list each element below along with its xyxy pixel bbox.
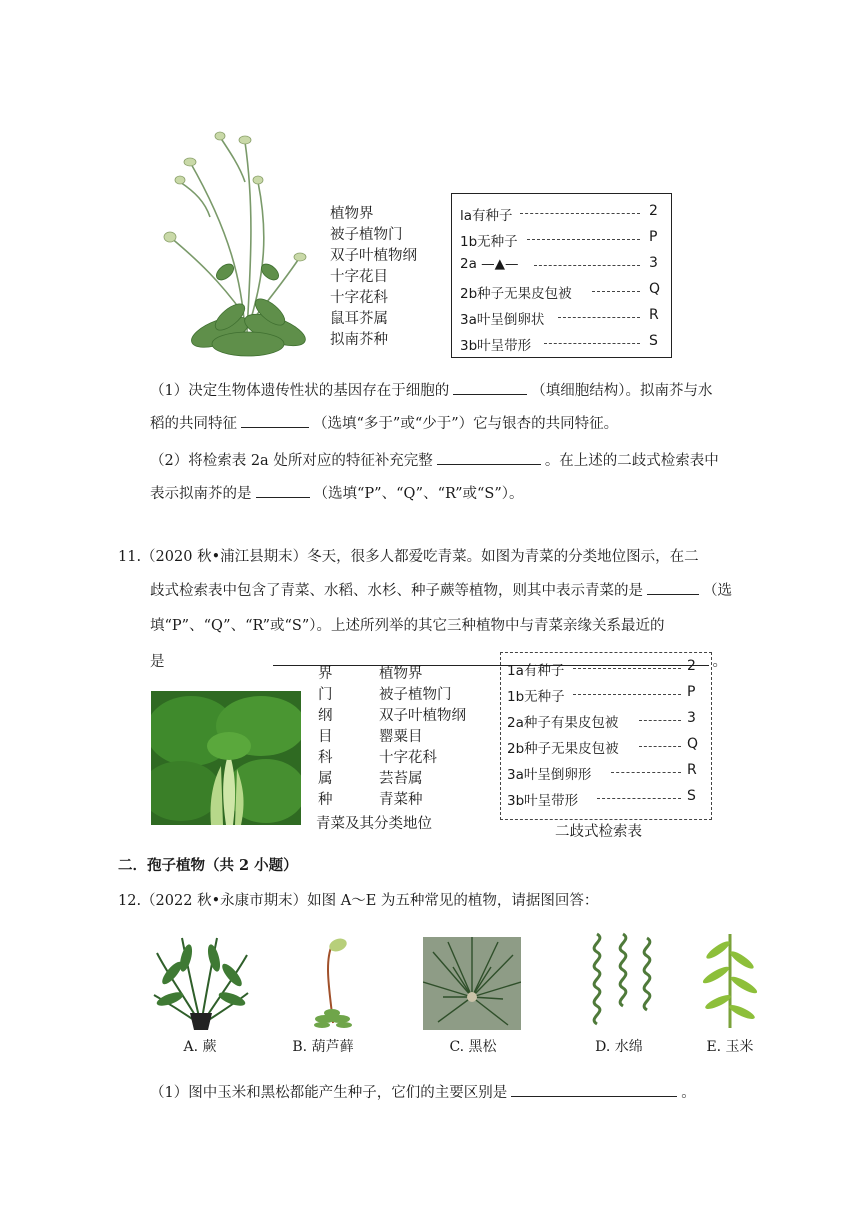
image-caption: B. 葫芦藓 — [292, 1039, 354, 1055]
key-label: 3b叶呈带形 — [460, 338, 532, 354]
taxonomy-item: 十字花科 — [330, 290, 388, 306]
answer-blank[interactable] — [437, 450, 541, 465]
image-caption: D. 水绵 — [595, 1039, 643, 1055]
rank-name: 十字花科 — [379, 750, 437, 766]
text: （选填“P”、“Q”、“R”或“S”）。 — [313, 486, 524, 502]
key-result: P — [649, 229, 658, 245]
figure-caption: 青菜及其分类地位 — [316, 816, 432, 832]
bok-choy-photo — [151, 691, 301, 825]
key-label: 2b种子无果皮包被 — [507, 741, 619, 757]
q11-line3: 填“P”、“Q”、“R”或“S”）。上述所列举的其它三种植物中与青菜亲缘关系最近的 — [150, 618, 665, 634]
rank-label: 界 — [318, 666, 333, 682]
text: 。 — [681, 1085, 696, 1101]
answer-blank[interactable] — [453, 380, 527, 395]
rank-name: 青菜种 — [379, 792, 423, 808]
taxonomy-item: 十字花目 — [330, 269, 388, 285]
key-leader — [544, 343, 640, 344]
taxonomy-list — [330, 204, 417, 351]
image-caption: C. 黑松 — [449, 1039, 497, 1055]
q12-sub1 — [150, 1082, 696, 1103]
key-result: Q — [649, 281, 661, 297]
key-result: P — [687, 684, 696, 700]
answer-blank[interactable] — [511, 1082, 677, 1097]
key-leader — [527, 239, 640, 240]
section-heading: 二．孢子植物（共 2 小题） — [118, 857, 298, 874]
rank-label: 科 — [318, 750, 333, 766]
rank-name: 被子植物门 — [379, 687, 452, 703]
dichotomous-key — [451, 193, 672, 358]
key-label: 3a叶呈倒卵状 — [460, 312, 545, 328]
text: 。在上述的二歧式检索表中 — [544, 453, 719, 469]
rank-name: 双子叶植物纲 — [379, 708, 466, 724]
rank-label: 属 — [318, 771, 333, 787]
rank-label: 门 — [318, 687, 333, 703]
text: （选 — [703, 583, 732, 599]
key-leader — [573, 668, 681, 669]
taxonomy-item: 植物界 — [330, 206, 374, 222]
classification-names — [379, 664, 466, 811]
text: 。 — [712, 654, 727, 670]
key-label: la有种子 — [460, 208, 513, 224]
taxonomy-item: 鼠耳芥属 — [330, 311, 388, 327]
figure-caption: 二歧式检索表 — [555, 824, 642, 840]
text: （2）将检索表 2a 处所对应的特征补充完整 — [150, 453, 433, 469]
answer-blank[interactable] — [241, 413, 309, 428]
rank-label: 纲 — [318, 708, 333, 724]
key-label: 1b无种子 — [507, 689, 565, 705]
text: 是 — [150, 654, 165, 670]
black-pine-image — [423, 937, 521, 1030]
key-leader — [611, 772, 681, 773]
spirogyra-image — [585, 930, 661, 1030]
key-label: 1b无种子 — [460, 234, 518, 250]
taxonomy-item: 拟南芥种 — [330, 332, 388, 348]
key-result: 2 — [687, 658, 696, 674]
q10-sub2-line2 — [150, 483, 524, 504]
q10-sub1-line1 — [150, 380, 712, 401]
key-result: 3 — [687, 710, 696, 726]
key-leader — [558, 317, 640, 318]
key-label: 2a种子有果皮包被 — [507, 715, 619, 731]
key-result: 3 — [649, 255, 658, 271]
corn-image — [700, 930, 760, 1030]
key-leader — [592, 291, 640, 292]
text: （1）决定生物体遗传性状的基因存在于细胞的 — [150, 383, 450, 399]
image-caption: E. 玉米 — [706, 1039, 754, 1055]
dichotomous-key-2 — [500, 652, 712, 820]
rank-label: 目 — [318, 729, 333, 745]
classification-ranks — [318, 664, 333, 811]
key-label: 2b种子无果皮包被 — [460, 286, 572, 302]
rank-label: 种 — [318, 792, 333, 808]
q10-sub2-line1 — [150, 450, 719, 471]
key-leader — [639, 720, 681, 721]
key-result: S — [687, 788, 696, 804]
text: （选填“多于”或“少于”）它与银杏的共同特征。 — [313, 416, 619, 432]
text: 歧式检索表中包含了青菜、水稻、水杉、种子蕨等植物，则其中表示青菜的是 — [150, 583, 643, 599]
key-result: S — [649, 333, 658, 349]
key-label: 3a叶呈倒卵形 — [507, 767, 592, 783]
key-leader — [534, 265, 640, 266]
rank-name: 植物界 — [379, 666, 423, 682]
fern-image — [152, 933, 250, 1031]
key-label: 2a —▲— — [460, 256, 519, 272]
text: 稻的共同特征 — [150, 416, 237, 432]
text: （填细胞结构）。拟南芥与水 — [531, 383, 713, 399]
key-label: 3b叶呈带形 — [507, 793, 579, 809]
rank-name: 芸苔属 — [379, 771, 423, 787]
key-leader — [639, 746, 681, 747]
answer-blank[interactable] — [256, 483, 310, 498]
text: 表示拟南芥的是 — [150, 486, 252, 502]
taxonomy-item: 双子叶植物纲 — [330, 248, 417, 264]
key-leader — [597, 798, 681, 799]
key-result: Q — [687, 736, 699, 752]
q11-line2 — [150, 580, 732, 601]
key-result: 2 — [649, 203, 658, 219]
key-result: R — [649, 307, 659, 323]
answer-blank[interactable] — [647, 580, 699, 595]
key-result: R — [687, 762, 697, 778]
taxonomy-item: 被子植物门 — [330, 227, 403, 243]
q11-line1: 11.（2020 秋•浦江县期末）冬天，很多人都爱吃青菜。如图为青菜的分类地位图示，在二 — [118, 549, 699, 565]
key-leader — [573, 694, 681, 695]
text: （1）图中玉米和黑松都能产生种子，它们的主要区别是 — [150, 1085, 508, 1101]
rank-name: 罂粟目 — [379, 729, 423, 745]
key-label: 1a有种子 — [507, 663, 565, 679]
image-caption: A. 蕨 — [183, 1039, 217, 1055]
key-leader — [520, 213, 640, 214]
q10-sub1-line2 — [150, 413, 618, 434]
arabidopsis-illustration — [150, 122, 320, 362]
q12-stem: 12.（2022 秋•永康市期末）如图 A～E 为五种常见的植物，请据图回答： — [118, 893, 599, 909]
moss-image — [300, 933, 370, 1031]
